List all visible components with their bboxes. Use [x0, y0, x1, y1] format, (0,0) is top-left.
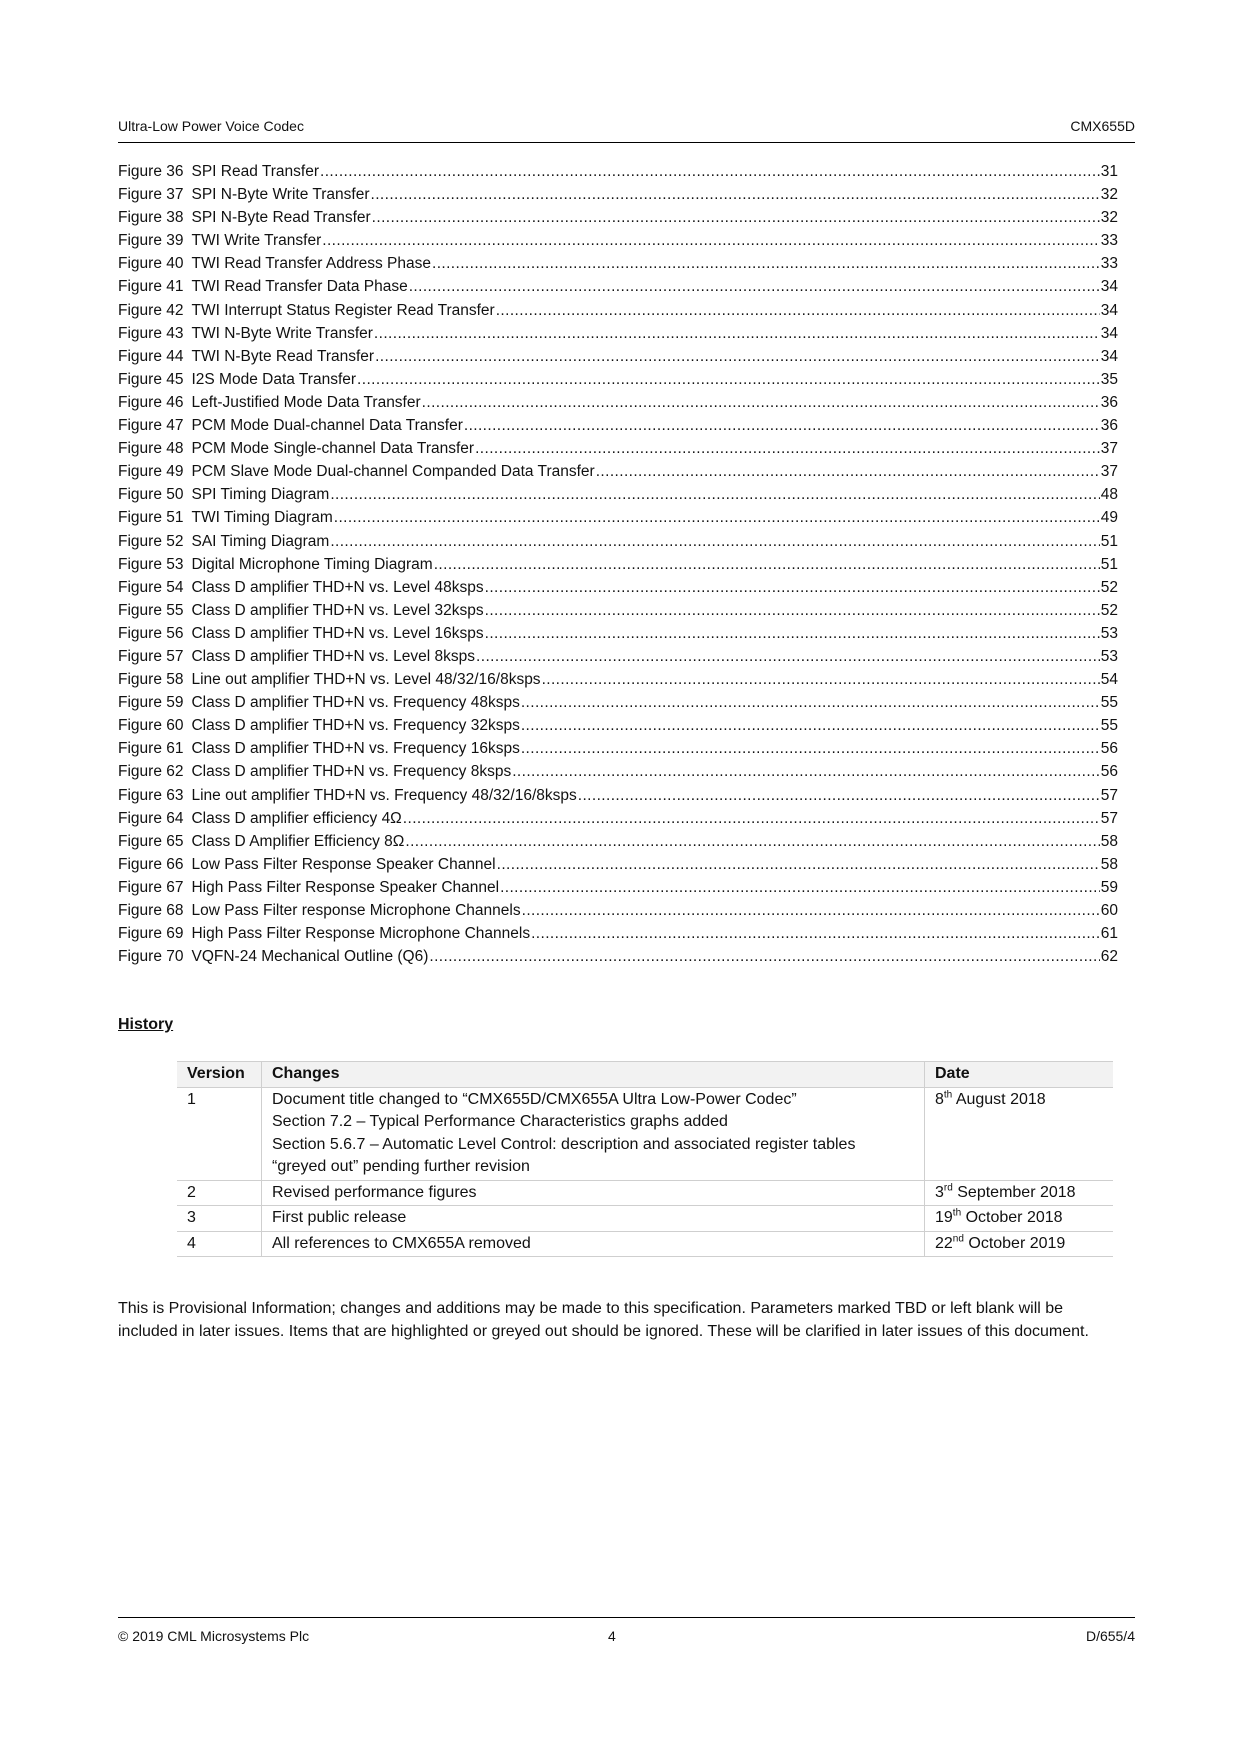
change-line: Document title changed to “CMX655D/CMX655A Ultra Low-Power Codec” — [272, 1090, 797, 1108]
toc-page-number: 53 — [1100, 647, 1118, 665]
toc-page-number: 36 — [1100, 417, 1118, 435]
version-cell: 3 — [177, 1206, 262, 1232]
toc-page-number: 34 — [1100, 347, 1118, 365]
toc-figure-title: PCM Mode Single-channel Data Transfer — [191, 440, 475, 458]
toc-leader-dots — [357, 368, 1100, 391]
toc-figure-title: SPI N-Byte Write Transfer — [191, 186, 370, 204]
toc-page-number: 61 — [1100, 925, 1118, 943]
toc-figure-title: Class D Amplifier Efficiency 8Ω — [191, 832, 405, 850]
toc-entry[interactable] — [118, 460, 1118, 483]
date-ordinal-suffix: th — [952, 1207, 962, 1219]
toc-leader-dots — [422, 391, 1100, 414]
toc-page-number: 60 — [1100, 902, 1118, 919]
date-day: 8 — [935, 1090, 944, 1108]
toc-figure-title: High Pass Filter Response Microphone Channels — [191, 925, 531, 943]
toc-leader-dots — [330, 483, 1099, 506]
toc-page-number: 37 — [1100, 463, 1118, 481]
toc-leader-dots — [334, 506, 1100, 529]
toc-leader-dots — [374, 322, 1100, 345]
toc-figure-title: SPI Read Transfer — [191, 163, 319, 180]
toc-figure-title: TWI Read Transfer Data Phase — [191, 278, 408, 296]
toc-figure-title: SPI N-Byte Read Transfer — [191, 209, 371, 227]
toc-entry[interactable] — [118, 345, 1118, 368]
page-header — [118, 118, 1135, 143]
toc-leader-dots — [497, 853, 1100, 876]
toc-page-number: 55 — [1100, 717, 1118, 735]
toc-entry[interactable] — [118, 391, 1118, 414]
toc-leader-dots — [375, 345, 1100, 368]
toc-page-number: 33 — [1100, 255, 1118, 273]
toc-leader-dots — [485, 599, 1100, 622]
changes-cell — [262, 1231, 925, 1257]
toc-leader-dots — [485, 622, 1100, 645]
toc-figure-number: Figure 51 — [118, 509, 184, 527]
changes-column-header: Changes — [262, 1062, 925, 1088]
toc-entry[interactable] — [118, 737, 1118, 760]
change-line: Section 5.6.7 – Automatic Level Control: description and associated register tables — [272, 1135, 856, 1153]
toc-entry[interactable] — [118, 807, 1118, 830]
toc-entry[interactable] — [118, 553, 1118, 576]
toc-figure-number: Figure 47 — [118, 417, 184, 435]
toc-figure-number: Figure 46 — [118, 393, 184, 411]
toc-figure-number: Figure 55 — [118, 601, 184, 619]
toc-leader-dots — [522, 899, 1100, 922]
toc-page-number: 56 — [1100, 763, 1118, 781]
history-table — [177, 1061, 1113, 1257]
date-month-year: October 2019 — [963, 1234, 1066, 1252]
toc-figure-title: TWI Timing Diagram — [191, 509, 333, 527]
toc-entry[interactable] — [118, 922, 1118, 945]
toc-page-number: 57 — [1100, 809, 1118, 827]
history-row — [177, 1206, 1113, 1232]
toc-entry[interactable] — [118, 252, 1118, 275]
toc-page-number: 57 — [1100, 786, 1118, 804]
toc-figure-number: Figure 62 — [118, 763, 184, 781]
toc-figure-number: Figure 40 — [118, 255, 184, 273]
toc-entry[interactable] — [118, 414, 1118, 437]
toc-figure-title: VQFN-24 Mechanical Outline (Q6) — [191, 948, 429, 966]
toc-leader-dots — [405, 830, 1099, 853]
toc-figure-title: Class D amplifier THD+N vs. Level 48ksps — [191, 578, 484, 596]
toc-figure-number: Figure 43 — [118, 324, 184, 342]
toc-leader-dots — [578, 784, 1100, 807]
change-line: Revised performance figures — [272, 1183, 477, 1201]
toc-leader-dots — [403, 807, 1100, 830]
toc-leader-dots — [432, 252, 1100, 275]
date-month-year: October 2018 — [961, 1209, 1063, 1226]
toc-entry[interactable] — [118, 645, 1118, 668]
changes-cell — [262, 1087, 925, 1180]
toc-figure-number: Figure 41 — [118, 278, 184, 296]
date-ordinal-suffix: nd — [952, 1233, 964, 1245]
toc-figure-title: Class D amplifier THD+N vs. Frequency 32ksps — [191, 717, 520, 735]
header-title: Ultra-Low Power Voice Codec — [118, 118, 304, 134]
date-ordinal-suffix: rd — [943, 1182, 953, 1194]
toc-leader-dots — [476, 645, 1100, 668]
toc-entry[interactable] — [118, 899, 1118, 922]
toc-leader-dots — [596, 460, 1100, 483]
toc-figure-number: Figure 54 — [118, 578, 184, 596]
toc-figure-number: Figure 49 — [118, 463, 184, 481]
toc-figure-number: Figure 63 — [118, 786, 184, 804]
toc-leader-dots — [372, 206, 1100, 229]
toc-page-number: 48 — [1100, 486, 1118, 504]
toc-entry[interactable] — [118, 876, 1118, 899]
toc-leader-dots — [521, 737, 1100, 760]
toc-figure-number: Figure 60 — [118, 717, 184, 735]
toc-page-number: 62 — [1100, 948, 1118, 966]
toc-leader-dots — [496, 299, 1100, 322]
toc-page-number: 49 — [1100, 509, 1118, 527]
toc-figure-title: Line out amplifier THD+N vs. Level 48/32/16/8ksps — [191, 671, 541, 689]
toc-page-number: 59 — [1100, 878, 1118, 896]
change-line: Section 7.2 – Typical Performance Characteristics graphs added — [272, 1113, 728, 1130]
toc-entry[interactable] — [118, 714, 1118, 737]
toc-entry[interactable] — [118, 784, 1118, 807]
toc-leader-dots — [371, 183, 1100, 206]
toc-figure-title: Low Pass Filter response Microphone Channels — [191, 902, 521, 919]
toc-entry[interactable] — [118, 483, 1118, 506]
toc-figure-title: Class D amplifier THD+N vs. Level 32ksps — [191, 601, 484, 619]
toc-figure-title: Left-Justified Mode Data Transfer — [191, 393, 421, 411]
page-footer — [118, 1617, 1135, 1644]
toc-entry[interactable] — [118, 853, 1118, 876]
toc-figure-number: Figure 57 — [118, 647, 184, 665]
toc-page-number: 52 — [1100, 601, 1118, 619]
toc-page-number: 51 — [1100, 532, 1118, 550]
date-day: 22 — [935, 1234, 953, 1252]
change-line: First public release — [272, 1209, 407, 1226]
toc-figure-number: Figure 38 — [118, 209, 184, 227]
toc-entry[interactable] — [118, 206, 1118, 229]
toc-leader-dots — [475, 437, 1100, 460]
toc-entry[interactable] — [118, 160, 1118, 183]
toc-page-number: 36 — [1100, 393, 1118, 411]
version-cell: 2 — [177, 1180, 262, 1206]
toc-figure-number: Figure 37 — [118, 186, 184, 204]
toc-figure-title: TWI Write Transfer — [191, 232, 322, 250]
history-row — [177, 1087, 1113, 1180]
toc-figure-title: TWI Read Transfer Address Phase — [191, 255, 431, 273]
toc-leader-dots — [500, 876, 1100, 899]
toc-entry[interactable] — [118, 622, 1118, 645]
toc-figure-number: Figure 53 — [118, 555, 184, 573]
toc-figure-title: Class D amplifier efficiency 4Ω — [191, 809, 402, 827]
toc-figure-title: Class D amplifier THD+N vs. Frequency 48ksps — [191, 694, 520, 712]
toc-leader-dots — [409, 275, 1100, 298]
date-cell — [925, 1087, 1114, 1180]
toc-figure-number: Figure 65 — [118, 832, 184, 850]
toc-page-number: 55 — [1100, 694, 1118, 712]
changes-cell — [262, 1206, 925, 1232]
toc-figure-title: Digital Microphone Timing Diagram — [191, 555, 433, 573]
page-number: 4 — [608, 1628, 616, 1644]
toc-leader-dots — [521, 691, 1100, 714]
toc-entry[interactable] — [118, 760, 1118, 783]
change-line: All references to CMX655A removed — [272, 1234, 531, 1252]
toc-page-number: 33 — [1100, 232, 1118, 250]
toc-entry[interactable] — [118, 530, 1118, 553]
toc-figure-number: Figure 70 — [118, 948, 184, 966]
toc-leader-dots — [512, 760, 1100, 783]
toc-page-number: 56 — [1100, 740, 1118, 758]
toc-figure-number: Figure 45 — [118, 370, 184, 388]
footer-doc-ref: D/655/4 — [1085, 1628, 1135, 1644]
toc-page-number: 34 — [1100, 301, 1118, 319]
version-column-header: Version — [177, 1062, 262, 1088]
toc-page-number: 32 — [1100, 186, 1118, 204]
history-row — [177, 1180, 1113, 1206]
toc-page-number: 34 — [1100, 324, 1118, 342]
change-line: “greyed out” pending further revision — [272, 1158, 530, 1175]
toc-figure-title: I2S Mode Data Transfer — [191, 370, 357, 388]
history-heading: History — [118, 1016, 174, 1033]
toc-entry[interactable] — [118, 437, 1118, 460]
toc-page-number: 52 — [1100, 578, 1118, 596]
toc-entry[interactable] — [118, 506, 1118, 529]
toc-figure-title: TWI N-Byte Write Transfer — [191, 324, 373, 342]
date-ordinal-suffix: th — [943, 1089, 953, 1101]
toc-page-number: 58 — [1100, 855, 1118, 873]
date-cell — [925, 1180, 1114, 1206]
toc-leader-dots — [485, 576, 1100, 599]
toc-entry[interactable] — [118, 322, 1118, 345]
toc-leader-dots — [542, 668, 1100, 691]
toc-entry[interactable] — [118, 299, 1118, 322]
date-month-year: September 2018 — [952, 1183, 1076, 1201]
toc-page-number: 34 — [1100, 278, 1118, 296]
list-of-figures — [118, 160, 1118, 968]
toc-page-number: 53 — [1100, 624, 1118, 642]
toc-figure-title: Class D amplifier THD+N vs. Frequency 16ksps — [191, 740, 520, 758]
toc-figure-number: Figure 66 — [118, 855, 184, 873]
toc-figure-title: PCM Slave Mode Dual-channel Companded Data Transfer — [191, 463, 595, 481]
toc-entry[interactable] — [118, 183, 1118, 206]
toc-figure-number: Figure 36 — [118, 163, 184, 180]
toc-page-number: 54 — [1100, 671, 1118, 689]
toc-page-number: 31 — [1100, 163, 1118, 180]
toc-figure-title: SAI Timing Diagram — [191, 532, 330, 550]
toc-figure-number: Figure 64 — [118, 809, 184, 827]
toc-leader-dots — [320, 160, 1100, 183]
toc-figure-title: SPI Timing Diagram — [191, 486, 330, 504]
toc-figure-number: Figure 67 — [118, 878, 184, 896]
history-row — [177, 1231, 1113, 1257]
toc-leader-dots — [330, 530, 1099, 553]
toc-figure-number: Figure 44 — [118, 347, 184, 365]
toc-entry[interactable] — [118, 599, 1118, 622]
date-month-year: August 2018 — [952, 1090, 1046, 1108]
date-day: 19 — [935, 1209, 953, 1226]
provisional-notice: This is Provisional Information; changes and additions may be made to this specification. Parameters marked TBD or left blank will be included in later issues. Items that are highlighted or greyed out should be ignored. These will be clarified in later issues of this document. — [118, 1300, 1089, 1340]
toc-figure-number: Figure 39 — [118, 232, 184, 250]
toc-figure-number: Figure 42 — [118, 301, 184, 319]
toc-leader-dots — [434, 553, 1100, 576]
toc-figure-title: Class D amplifier THD+N vs. Level 8ksps — [191, 647, 476, 665]
toc-figure-number: Figure 58 — [118, 671, 184, 689]
date-day: 3 — [935, 1183, 944, 1201]
toc-figure-number: Figure 68 — [118, 902, 184, 919]
toc-page-number: 32 — [1100, 209, 1118, 227]
toc-figure-number: Figure 56 — [118, 624, 184, 642]
toc-leader-dots — [521, 714, 1100, 737]
date-cell — [925, 1231, 1114, 1257]
toc-entry[interactable] — [118, 576, 1118, 599]
toc-figure-title: TWI N-Byte Read Transfer — [191, 347, 375, 365]
toc-figure-number: Figure 48 — [118, 440, 184, 458]
toc-page-number: 58 — [1100, 832, 1118, 850]
toc-figure-number: Figure 50 — [118, 486, 184, 504]
toc-figure-title: TWI Interrupt Status Register Read Transfer — [191, 301, 495, 319]
toc-entry[interactable] — [118, 691, 1118, 714]
toc-entry[interactable] — [118, 368, 1118, 391]
changes-cell — [262, 1180, 925, 1206]
header-doc-id: CMX655D — [1070, 118, 1135, 134]
date-cell — [925, 1206, 1114, 1232]
toc-entry[interactable] — [118, 275, 1118, 298]
toc-figure-title: Low Pass Filter Response Speaker Channel — [191, 855, 496, 873]
version-cell: 1 — [177, 1087, 262, 1180]
version-cell: 4 — [177, 1231, 262, 1257]
toc-entry[interactable] — [118, 229, 1118, 252]
toc-figure-title: PCM Mode Dual-channel Data Transfer — [191, 417, 463, 435]
toc-figure-number: Figure 69 — [118, 925, 184, 943]
toc-leader-dots — [322, 229, 1100, 252]
toc-entry[interactable] — [118, 668, 1118, 691]
toc-leader-dots — [464, 414, 1100, 437]
history-header-row — [177, 1062, 1113, 1088]
date-column-header: Date — [925, 1062, 1114, 1088]
toc-figure-title: Line out amplifier THD+N vs. Frequency 48/32/16/8ksps — [191, 786, 577, 804]
toc-figure-title: Class D amplifier THD+N vs. Frequency 8ksps — [191, 763, 512, 781]
toc-leader-dots — [531, 922, 1100, 945]
toc-figure-title: High Pass Filter Response Speaker Channel — [191, 878, 500, 896]
toc-page-number: 35 — [1100, 370, 1118, 388]
toc-figure-number: Figure 59 — [118, 694, 184, 712]
footer-copyright: © 2019 CML Microsystems Plc — [118, 1628, 310, 1644]
toc-entry[interactable] — [118, 945, 1118, 968]
toc-figure-number: Figure 61 — [118, 740, 184, 758]
toc-entry[interactable] — [118, 830, 1118, 853]
toc-leader-dots — [429, 945, 1099, 968]
toc-figure-title: Class D amplifier THD+N vs. Level 16ksps — [191, 624, 484, 642]
toc-page-number: 51 — [1100, 555, 1118, 573]
toc-page-number: 37 — [1100, 440, 1118, 458]
toc-figure-number: Figure 52 — [118, 532, 184, 550]
